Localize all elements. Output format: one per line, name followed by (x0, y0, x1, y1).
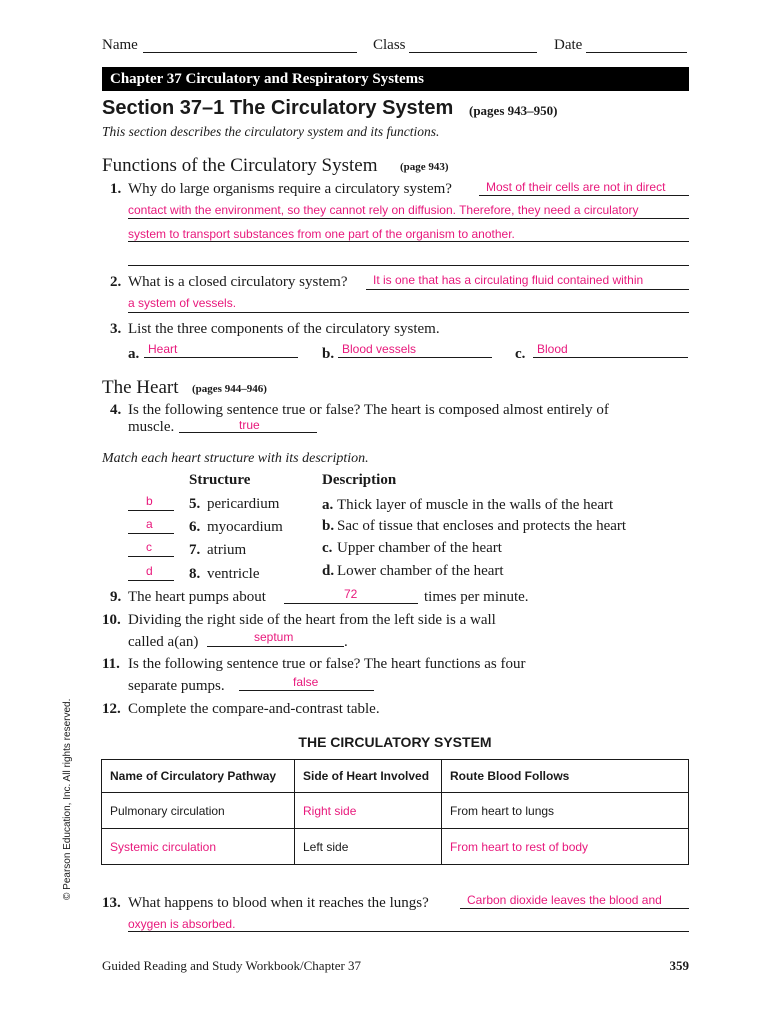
q11-answer: false (293, 675, 319, 689)
table-row (102, 793, 689, 829)
name-label: Name (102, 37, 138, 53)
q10-answer: septum (254, 630, 294, 644)
q13-answer-2: oxygen is absorbed. (128, 917, 236, 931)
q1-answer-3: system to transport substances from one part of the organism to another. (128, 227, 515, 241)
q10-period: . (344, 634, 348, 650)
table-header-pathway: Name of Circulatory Pathway (102, 760, 295, 793)
q13-number: 13. (102, 895, 121, 911)
q3-b-answer: Blood vessels (342, 342, 417, 356)
q3-a-answer: Heart (148, 342, 178, 356)
q3-a-label: a. (128, 346, 140, 362)
copyright-text: © Pearson Education, Inc. All rights reserved. (62, 698, 73, 900)
q5-answer-line[interactable] (128, 510, 174, 511)
q3-number: 3. (110, 321, 122, 337)
q3-b-label: b. (322, 346, 335, 362)
q1-text: Why do large organisms require a circulatory system? (128, 181, 452, 197)
table-header-route: Route Blood Follows (442, 760, 689, 793)
q1-number: 1. (110, 181, 122, 197)
table-cell-pathway: Pulmonary circulation (102, 793, 295, 829)
table-cell-pathway[interactable]: Systemic circulation (102, 829, 295, 865)
q3-c-answer: Blood (537, 342, 568, 356)
q6-structure: myocardium (207, 519, 283, 535)
q1-answer-line-4[interactable] (128, 265, 689, 266)
heart-heading: The Heart (102, 377, 179, 398)
q8-answer-line[interactable] (128, 580, 174, 581)
q4-number: 4. (110, 402, 122, 418)
q2-text: What is a closed circulatory system? (128, 274, 348, 290)
desc-b-text: Sac of tissue that encloses and protects the heart (337, 518, 627, 534)
q10-text-2: called a(an) (128, 634, 199, 650)
q6-number: 6. (189, 519, 201, 535)
q5-structure: pericardium (207, 496, 280, 512)
q4-answer: true (239, 418, 260, 432)
q2-answer-line-1[interactable] (366, 289, 689, 290)
table-row (102, 829, 689, 865)
section-pages: (pages 943–950) (469, 103, 558, 118)
footer-title: Guided Reading and Study Workbook/Chapter 37 (102, 958, 362, 973)
q2-answer-line-2[interactable] (128, 312, 689, 313)
q8-answer: d (146, 564, 153, 578)
class-label: Class (373, 37, 406, 53)
section-description: This section describes the circulatory system and its functions. (102, 124, 440, 139)
table-cell-route[interactable]: From heart to rest of body (442, 829, 689, 865)
desc-c-letter: c. (322, 540, 333, 556)
q11-text-2: separate pumps. (128, 678, 225, 694)
q3-c-label: c. (515, 346, 526, 362)
table-header-row (102, 760, 689, 793)
q12-number: 12. (102, 701, 121, 717)
desc-a-text: Thick layer of muscle in the walls of the heart (337, 497, 614, 513)
functions-pages: (page 943) (400, 161, 449, 173)
q13-answer-1: Carbon dioxide leaves the blood and (467, 893, 662, 907)
q1-answer-line-3[interactable] (128, 241, 689, 242)
q3-a-line[interactable] (144, 357, 298, 358)
q10-number: 10. (102, 612, 121, 628)
q9-answer-line[interactable] (284, 603, 418, 604)
q8-structure: ventricle (207, 566, 260, 582)
q13-answer-line-2[interactable] (128, 931, 689, 932)
date-field[interactable] (586, 52, 687, 53)
table-cell-side: Left side (295, 829, 442, 865)
copyright-notice (58, 660, 78, 900)
q5-answer: b (146, 494, 153, 508)
q9-text-after: times per minute. (424, 589, 529, 605)
q8-number: 8. (189, 566, 201, 582)
q7-answer: c (146, 540, 152, 554)
q3-b-line[interactable] (338, 357, 492, 358)
desc-c-text: Upper chamber of the heart (337, 540, 502, 556)
heart-pages: (pages 944–946) (192, 383, 267, 395)
q11-text-1: Is the following sentence true or false? The heart functions as four (128, 656, 526, 672)
q4-text-1: Is the following sentence true or false? The heart is composed almost entirely of (128, 402, 609, 418)
desc-d-text: Lower chamber of the heart (337, 563, 504, 579)
desc-d-letter: d. (322, 563, 335, 579)
table-cell-side[interactable]: Right side (295, 793, 442, 829)
match-instructions: Match each heart structure with its description. (102, 451, 369, 466)
q6-answer: a (146, 517, 153, 531)
table-cell-route: From heart to lungs (442, 793, 689, 829)
q12-text: Complete the compare-and-contrast table. (128, 701, 380, 717)
q1-answer-line-1[interactable] (479, 195, 689, 196)
table-title: THE CIRCULATORY SYSTEM (298, 734, 492, 750)
page-number: 359 (669, 958, 689, 973)
q13-answer-line-1[interactable] (460, 908, 689, 909)
q7-structure: atrium (207, 542, 247, 558)
q7-answer-line[interactable] (128, 556, 174, 557)
q7-number: 7. (189, 542, 201, 558)
chapter-banner: Chapter 37 Circulatory and Respiratory Systems (102, 67, 689, 91)
q9-answer: 72 (344, 587, 358, 601)
q11-number: 11. (102, 656, 120, 672)
class-field[interactable] (409, 52, 537, 53)
q3-c-line[interactable] (533, 357, 688, 358)
q1-answer-line-2[interactable] (128, 218, 689, 219)
q6-answer-line[interactable] (128, 533, 174, 534)
q4-text-2: muscle. (128, 419, 175, 435)
q4-answer-line[interactable] (179, 432, 317, 433)
q1-answer-2: contact with the environment, so they cannot rely on diffusion. Therefore, they need a circulatory (128, 203, 639, 217)
circulatory-table (101, 759, 689, 865)
structure-header: Structure (189, 472, 251, 488)
q10-text-1: Dividing the right side of the heart from the left side is a wall (128, 612, 496, 628)
q1-answer-1: Most of their cells are not in direct (486, 180, 666, 194)
q11-answer-line[interactable] (239, 690, 374, 691)
functions-heading: Functions of the Circulatory System (102, 155, 378, 176)
desc-a-letter: a. (322, 497, 334, 513)
date-label: Date (554, 37, 583, 53)
q2-answer-2: a system of vessels. (128, 296, 237, 310)
q3-text: List the three components of the circulatory system. (128, 321, 440, 337)
q10-answer-line[interactable] (207, 646, 344, 647)
table-header-side: Side of Heart Involved (295, 760, 442, 793)
q2-number: 2. (110, 274, 122, 290)
section-title: Section 37–1 The Circulatory System (102, 97, 454, 119)
q2-answer-1: It is one that has a circulating fluid contained within (373, 273, 644, 287)
desc-b-letter: b. (322, 518, 335, 534)
q5-number: 5. (189, 496, 201, 512)
q9-number: 9. (110, 589, 122, 605)
name-field[interactable] (143, 52, 357, 53)
description-header: Description (322, 472, 397, 488)
q9-text-before: The heart pumps about (128, 589, 266, 605)
q13-text: What happens to blood when it reaches the lungs? (128, 895, 429, 911)
